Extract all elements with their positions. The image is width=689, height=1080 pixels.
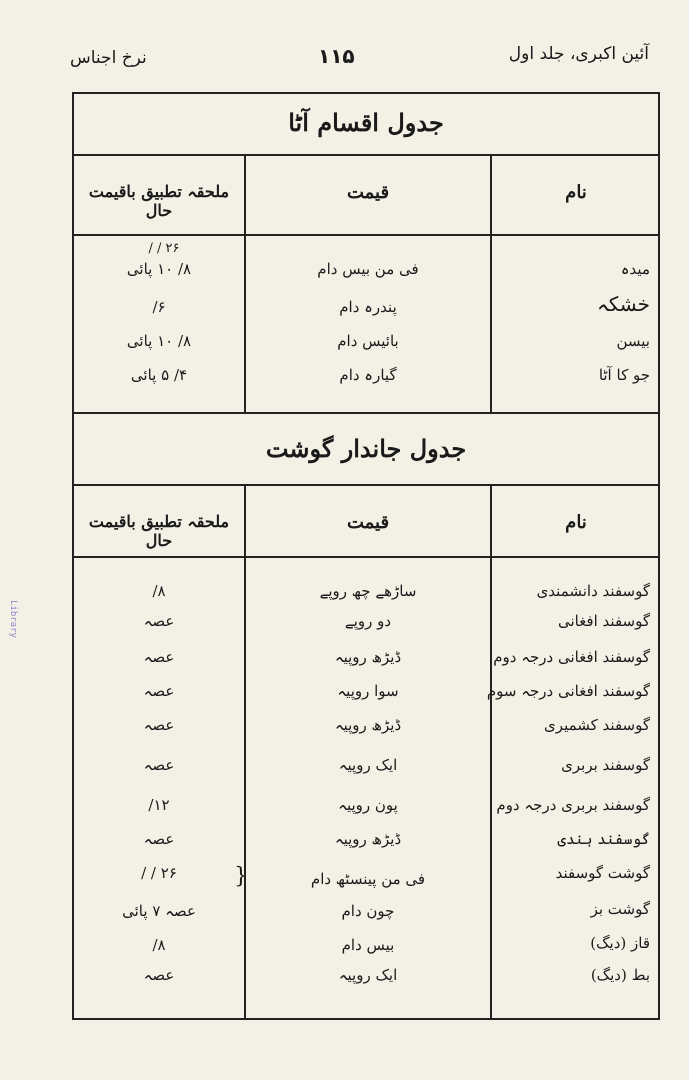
table2-row-rate: عصہ [143,716,175,734]
table1-row-rate: ۸/ ۱۰ پائی [126,260,192,278]
column-divider [490,484,492,1020]
table2-row-price: ڈیڑھ روپیہ [334,716,402,734]
price-table [72,92,660,1020]
table2-row-price: پون روپیہ [338,796,398,814]
table2-row-rate: ۲۶ / / [141,864,177,882]
table2-row-rate: عصہ [143,612,175,630]
table2-row-price: ایک روپیہ [338,756,398,774]
divider [74,556,658,558]
column-divider [490,154,492,412]
column-divider [244,154,246,412]
table2-row-name: گوسفند افغانی [557,612,650,630]
table2-row-name: گوشت بز [590,900,650,918]
table2-col-rate: ملحقہ تطبیق باقیمت حال [88,512,230,550]
table2-row-rate: ۸/ [152,936,166,954]
table2-row-name: گوشت گوسفند [555,864,650,882]
table2-row-rate: عصہ [143,830,175,848]
table2-row-name: گوسفند ہندی [557,830,650,848]
table1-title: جدول اقسام آٹا [288,108,444,137]
table2-row-price: سوا روپیہ [337,682,399,700]
divider [74,412,658,414]
table2-row-name: بط (دیگ) [590,966,650,984]
table2-row-rate: عصہ [143,756,175,774]
table2-row-rate: ۸/ [152,582,166,600]
table2-row-price: بیس دام [341,936,395,954]
table1-col-name: نام [565,182,587,203]
brace-mark: } [234,864,248,889]
table2-row-rate: عصہ [143,682,175,700]
table2-row-price: ساڑھے چھ روپے [319,582,417,600]
table1-row-rate: ۴/ ۵ پائی [130,366,188,384]
header-section-title: نرخ اجناس [70,48,147,68]
table1-col-price: قیمت [346,182,390,203]
table2-row-name: گوسفند بربری [561,756,650,774]
table2-row-name: گوسفند افغانی درجہ سوم [486,682,650,700]
table1-row-name: جو کا آٹا [598,366,650,384]
table2-row-price: ایک روپیہ [338,966,398,984]
table1-row-rate: ۸/ ۱۰ پائی [126,332,192,350]
table1-row-price: گیارہ دام [339,366,397,384]
table2-col-price: قیمت [346,512,390,533]
table1-col-rate: ملحقہ تطبیق باقیمت حال [88,182,230,220]
table1-rate-extra: ۲۶ / / [148,241,180,256]
column-divider [244,484,246,1020]
table1-row-price: بائیس دام [337,332,399,350]
table2-col-name: نام [565,512,587,533]
table2-row-name: گوسفند کشمیری [544,716,650,734]
table1-row-price: فی من بیس دام [317,260,419,278]
divider [74,234,658,236]
table2-row-name: گوسفند افغانی درجہ دوم [493,648,650,666]
table2-row-name: گوسفند بربری درجہ دوم [496,796,650,814]
table2-row-price: ڈیڑھ روپیہ [334,648,402,666]
table2-row-name: گوسفند دانشمندی [536,582,650,600]
table2-row-price: فی من پینسٹھ دام [310,870,426,888]
library-stamp: Library [8,600,18,638]
table1-row-rate: ۶/ [152,298,166,316]
header-book-title: آئین اکبری، جلد اول [508,44,649,64]
table2-row-price: دو روپے [344,612,392,630]
table2-row-name: قاز (دیگ) [590,934,650,952]
table2-row-rate: عصہ ۷ پائی [122,902,196,920]
table2-title: جدول جاندار گوشت [265,434,467,463]
page-header [0,42,689,82]
table2-row-rate: ۱۲/ [148,796,170,814]
table2-row-price: ڈیڑھ روپیہ [334,830,402,848]
table2-row-price: چون دام [341,902,395,920]
divider [74,484,658,486]
table1-row-name: خشکہ [597,292,650,316]
table2-row-rate: عصہ [143,966,175,984]
table1-row-name: میدہ [620,260,650,278]
divider [74,154,658,156]
table1-row-name: بیسن [616,332,650,350]
page-number: ۱۱۵ [318,44,355,68]
table1-row-price: پندرہ دام [339,298,397,316]
table2-row-rate: عصہ [143,648,175,666]
